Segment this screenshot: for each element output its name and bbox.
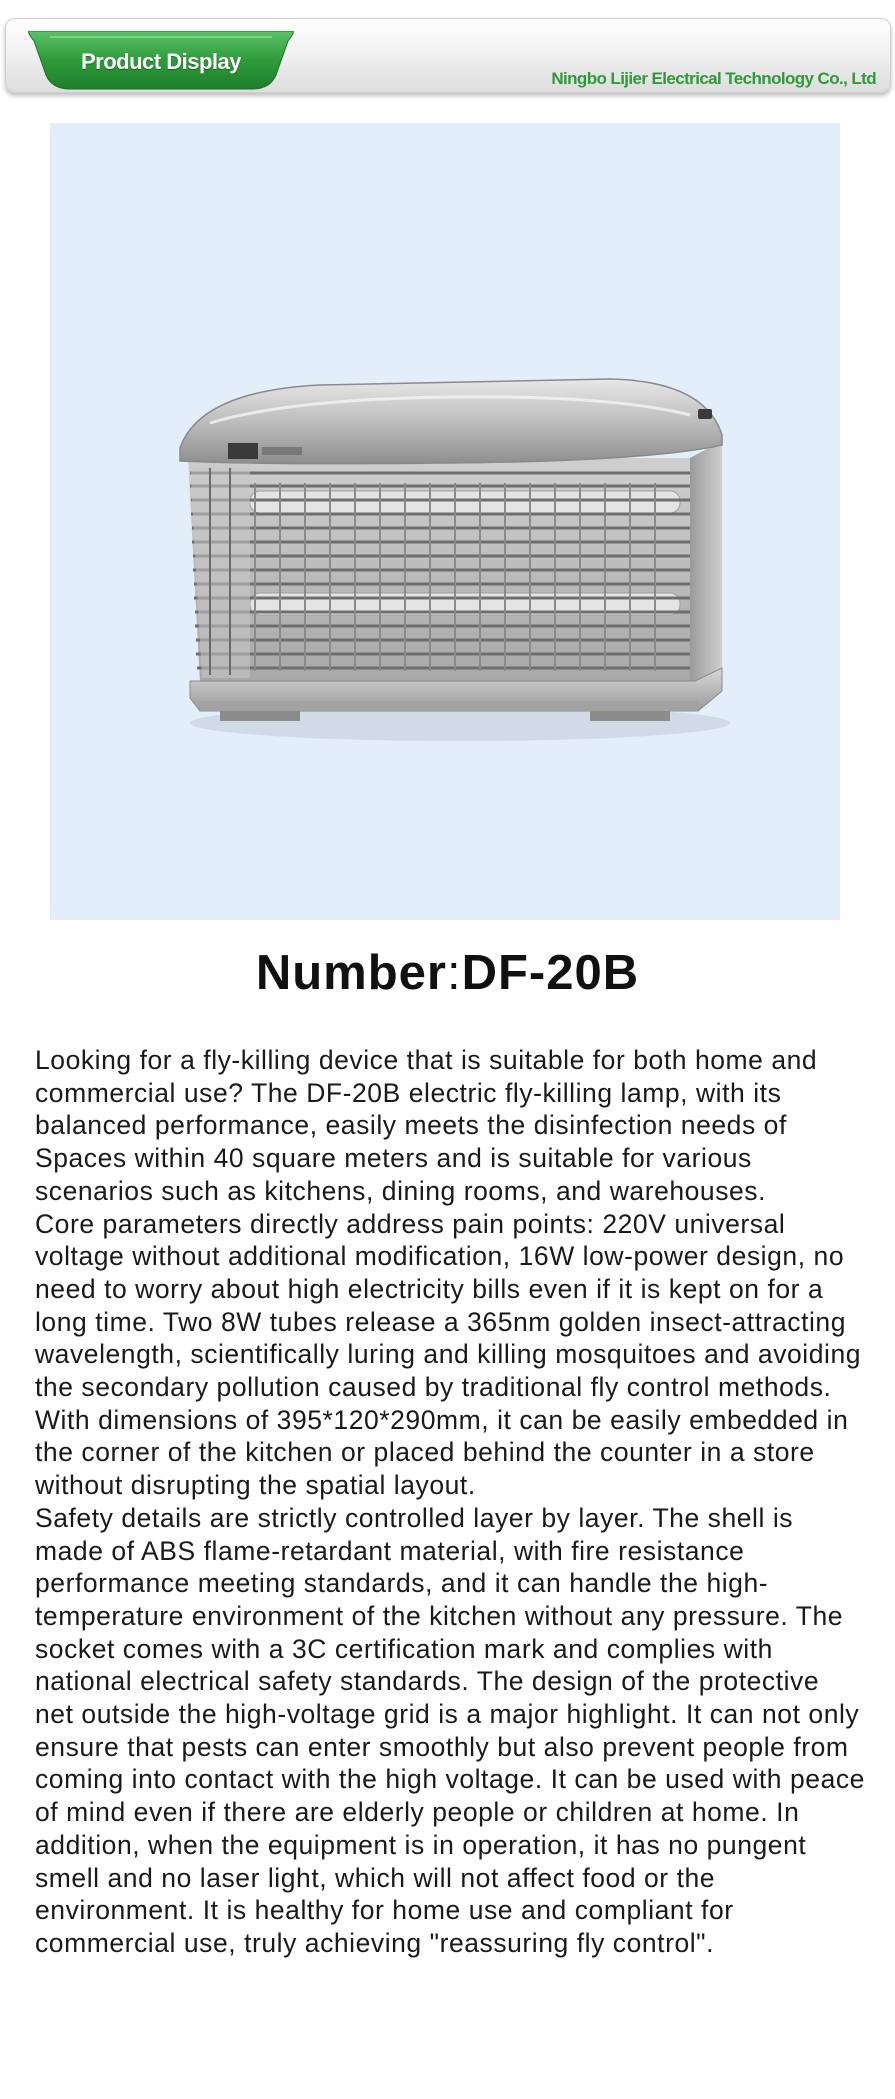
product-display-tab	[26, 31, 296, 95]
model-separator: :	[446, 946, 462, 1000]
tab-label: Product Display	[81, 49, 241, 74]
product-image-panel	[50, 123, 840, 920]
header-banner	[5, 18, 891, 93]
model-label: Number	[255, 946, 447, 1000]
fly-killer-lamp-icon	[50, 123, 840, 920]
description-paragraph: Looking for a fly-killing device that is suitable for both home and commercial use? The DF-20B electric fly-killing lamp, with its balanced performance, easily meets the disinfection needs of Spaces within 40 square meters and is suitable for various scenarios such as kitchens, dining rooms, and warehouses.	[35, 1045, 818, 1206]
description-paragraph: Core parameters directly address pain points: 220V universal voltage without additional modification, 16W low-power design, no need to worry about high electricity bills even if it is kept on for a long time. Two 8W tubes release a 365nm golden insect-attracting wavelength, scientifically luring and killing mosquitoes and avoiding the secondary pollution caused by traditional fly control methods. With dimensions of 395*120*290mm, it can be easily embedded in the corner of the kitchen or placed behind the counter in a store without disrupting the spatial layout.	[35, 1208, 862, 1501]
description-paragraph: Safety details are strictly controlled layer by layer. The shell is made of ABS flame-retardant material, with fire resistance performance meeting standards, and it can handle the high-temperature environment of the kitchen without any pressure. The socket comes with a 3C certification mark and complies with national electrical safety standards. The design of the protective net outside the high-voltage grid is a major highlight. It can not only ensure that pests can enter smoothly but also prevent people from coming into contact with the high voltage. It can be used with peace of mind even if there are elderly people or children at home. In addition, when the equipment is in operation, it has no pungent smell and no laser light, which will not affect food or the environment. It is healthy for home use and compliant for commercial use, truly achieving "reassuring fly control".	[35, 1502, 865, 1958]
company-name: Ningbo Lijier Electrical Technology Co., Ltd	[551, 69, 876, 88]
product-description	[35, 1044, 865, 1960]
model-number	[0, 945, 895, 1001]
model-value: DF-20B	[461, 946, 640, 1000]
